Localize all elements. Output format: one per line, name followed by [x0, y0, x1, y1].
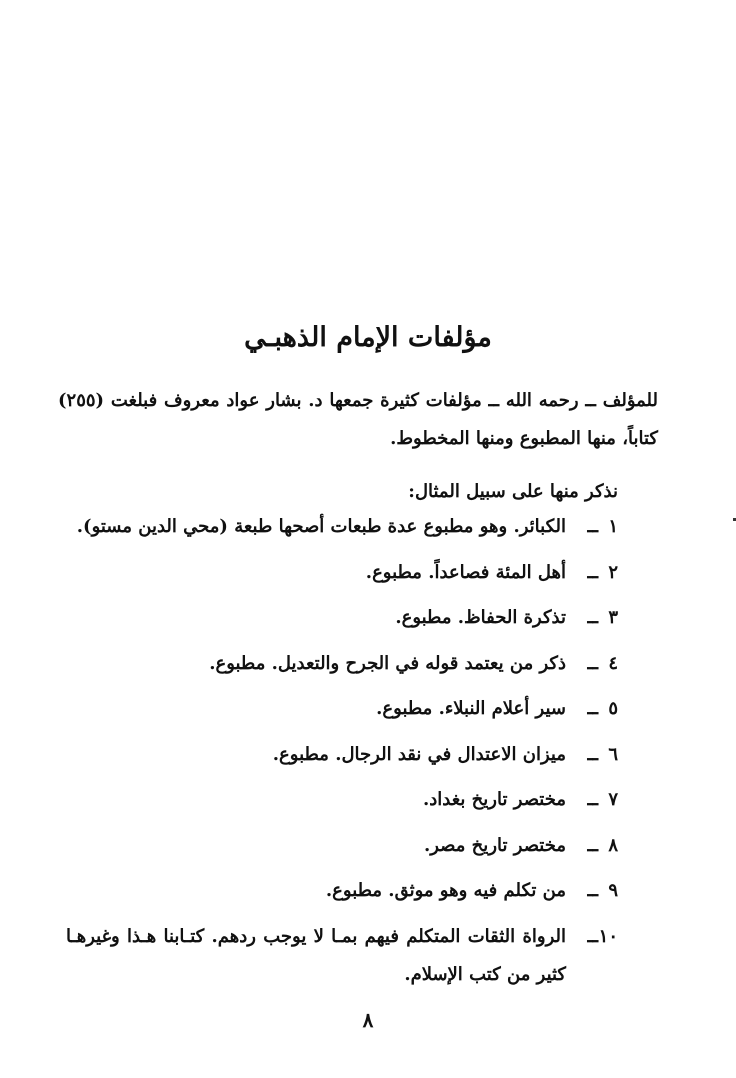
works-list — [18, 508, 618, 994]
list-item — [18, 599, 618, 645]
list-item — [18, 645, 618, 691]
item-dash: ــ — [587, 743, 598, 765]
item-dash: ــ — [587, 880, 598, 901]
item-dash: ــ — [587, 561, 598, 583]
item-dash: ــ — [587, 607, 598, 628]
list-item — [18, 736, 618, 782]
item-dash: ــ — [587, 516, 598, 537]
item-number: ٩ — [608, 880, 618, 901]
list-item — [18, 690, 618, 736]
list-item — [18, 508, 618, 554]
item-text: مختصر تاريخ بغداد. — [422, 789, 566, 810]
item-text: ميزان الاعتدال في نقد الرجال. مطبوع. — [272, 743, 566, 765]
item-number: ٦ — [608, 743, 618, 765]
list-item — [18, 872, 618, 918]
item-text: أهل المئة فصاعداً. مطبوع. — [365, 561, 566, 583]
page-number: ٨ — [362, 1008, 374, 1032]
item-number: ٥ — [608, 698, 618, 719]
intro-paragraph: للمؤلف ــ رحمه الله ــ مؤلفات كثيرة جمعها د. بشار عواد معروف فبلغت (٢٥٥) كتاباً، منها المطبوع ومنها المخطوط. — [58, 390, 658, 449]
item-number: ٧ — [608, 789, 618, 810]
item-number: ٤ — [608, 652, 618, 674]
item-text: الرواة الثقات المتكلم فيهم بمـا لا يوجب ردهم. كتـابنا هـذا وغيرهـا كثير من كتب الإسلام. — [66, 925, 566, 985]
item-dash: ــ — [587, 834, 598, 856]
item-number: ١ — [608, 516, 618, 537]
item-dash: ــ — [587, 925, 598, 947]
item-number: ٢ — [608, 561, 618, 583]
list-item — [18, 918, 618, 994]
list-item — [18, 827, 618, 873]
item-dash: ــ — [587, 789, 598, 810]
item-text: تذكرة الحفاظ. مطبوع. — [395, 607, 566, 628]
item-text: ذكر من يعتمد قوله في الجرح والتعديل. مطبوع. — [209, 652, 566, 674]
item-text: من تكلم فيه وهو موثق. مطبوع. — [325, 880, 566, 901]
item-text: مختصر تاريخ مصر. — [423, 834, 566, 856]
item-text: سير أعلام النبلاء. مطبوع. — [376, 698, 566, 719]
page-title: مؤلفات الإمام الذهبـي — [244, 322, 492, 353]
list-item — [18, 554, 618, 600]
item-dash: ــ — [587, 652, 598, 674]
item-dash: ــ — [587, 698, 598, 719]
item-number: ٣ — [608, 607, 618, 628]
item-number: ١٠ — [598, 925, 618, 947]
item-number: ٨ — [608, 834, 618, 856]
item-text: الكبائر. وهو مطبوع عدة طبعات أصحها طبعة (محي الدين مستو). — [76, 516, 566, 537]
list-lead-text: نذكر منها على سبيل المثال: — [408, 481, 618, 502]
list-item — [18, 781, 618, 827]
